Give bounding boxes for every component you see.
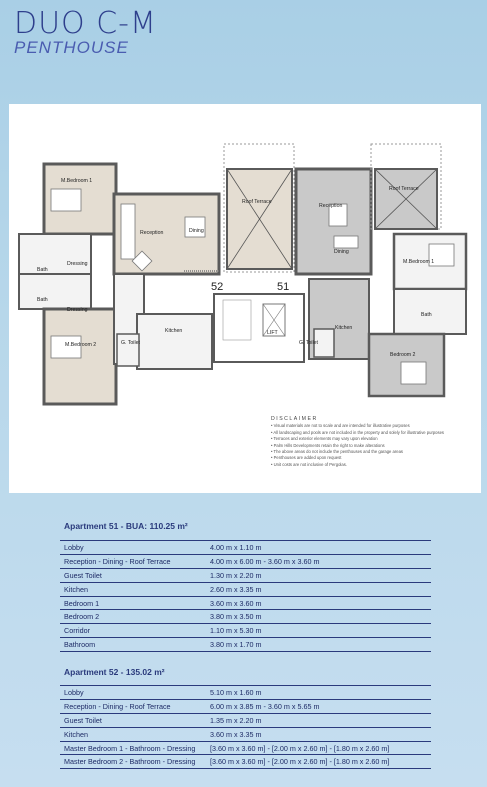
room-size: 4.00 m x 6.00 m - 3.60 m x 3.60 m xyxy=(210,556,320,566)
room-name: Guest Toilet xyxy=(64,715,102,725)
room-name: Kitchen xyxy=(64,729,88,739)
disclaimer-item: • Terraces and exterior elements may vary upon elevation xyxy=(271,436,378,442)
room-name: Lobby xyxy=(64,542,84,552)
room-label: Dining xyxy=(334,249,349,255)
room-label: G. Toilet xyxy=(299,340,318,346)
room-size: 2.60 m x 3.35 m xyxy=(210,584,262,594)
unit-51-area xyxy=(296,144,466,396)
room-size: [3.60 m x 3.60 m] - [2.00 m x 2.60 m] - [1.80 m x 2.60 m] xyxy=(210,757,390,767)
room-name: Master Bedroom 2 - Bathroom - Dressing xyxy=(64,757,196,767)
table-row xyxy=(60,686,431,700)
room-size: [3.60 m x 3.60 m] - [2.00 m x 2.60 m] - [1.80 m x 2.60 m] xyxy=(210,743,390,753)
room-name: Reception - Dining - Roof Terrace xyxy=(64,701,171,711)
room-size: 3.60 m x 3.35 m xyxy=(210,729,262,739)
table-row xyxy=(60,700,431,714)
room-label: Bath xyxy=(37,267,48,273)
stair-core xyxy=(214,294,304,362)
apartment-51-heading: Apartment 51 - BUA: 110.25 m² xyxy=(64,521,188,531)
unit-51-label: 51 xyxy=(277,281,290,293)
table-row xyxy=(60,714,431,728)
room-label: LIFT xyxy=(267,330,278,336)
room-size: 3.60 m x 3.60 m xyxy=(210,598,262,608)
table-row xyxy=(60,541,431,555)
table-row xyxy=(60,597,431,611)
room-size: 5.10 m x 1.60 m xyxy=(210,687,262,697)
room-name: Bedroom 1 xyxy=(64,598,100,608)
room-label: Roof Terrace xyxy=(242,199,272,205)
room-name: Corridor xyxy=(64,626,90,636)
room-label: Kitchen xyxy=(335,325,353,331)
room-size: 1.30 m x 2.20 m xyxy=(210,570,262,580)
roof-terrace-left-area xyxy=(224,144,294,272)
room-name: Bedroom 2 xyxy=(64,612,100,622)
disclaimer-item: • Palm Hills Developments retain the right to make alterations xyxy=(271,442,385,448)
room-size: 1.35 m x 2.20 m xyxy=(210,715,262,725)
unit-52-label: 52 xyxy=(211,281,224,293)
room-label: Dressing xyxy=(67,261,88,267)
table-row xyxy=(60,610,431,624)
page-subtitle: PENTHOUSE xyxy=(14,38,129,57)
floor-plan xyxy=(9,104,481,493)
room-label: Bedroom 2 xyxy=(390,352,416,358)
apartment-51-table xyxy=(60,540,431,652)
room-size: 3.80 m x 3.50 m xyxy=(210,612,262,622)
disclaimer xyxy=(271,416,476,468)
room-label: Reception xyxy=(319,203,343,209)
table-row xyxy=(60,569,431,583)
apartment-52-table xyxy=(60,685,431,769)
room-name: Bathroom xyxy=(64,640,96,650)
disclaimer-item: • Penthouses are added upon request xyxy=(271,455,342,461)
disclaimer-item: • Visual materials are not to scale and are intended for illustrative purposes xyxy=(271,423,410,429)
room-name: Master Bedroom 1 - Bathroom - Dressing xyxy=(64,743,196,753)
table-row xyxy=(60,624,431,638)
room-label: M.Bedroom 1 xyxy=(61,178,93,184)
table-row xyxy=(60,728,431,742)
room-size: 1.10 m x 5.30 m xyxy=(210,626,262,636)
disclaimer-item: • All landscaping and pools are not included in the property and solely for illustrative purposes xyxy=(271,429,445,435)
table-row xyxy=(60,742,431,756)
room-label: Roof Terrace xyxy=(389,186,419,192)
room-size: 3.80 m x 1.70 m xyxy=(210,640,262,650)
disclaimer-item: • Unit costs are not inclusive of Pergolas. xyxy=(271,461,347,467)
unit-52-area xyxy=(19,164,219,404)
room-label: Kitchen xyxy=(165,328,183,334)
room-label: Bath xyxy=(421,312,432,318)
table-row xyxy=(60,755,431,769)
disclaimer-heading: DISCLAIMER xyxy=(271,416,318,422)
room-label: M.Bedroom 2 xyxy=(65,342,97,348)
room-name: Lobby xyxy=(64,687,84,697)
page-title: DUO C-M xyxy=(14,6,157,41)
room-label: Dressing xyxy=(67,307,88,313)
apartment-52-heading: Apartment 52 - 135.02 m² xyxy=(64,667,165,677)
table-row xyxy=(60,583,431,597)
table-row xyxy=(60,638,431,652)
room-label: Reception xyxy=(140,230,164,236)
room-size: 4.00 m x 1.10 m xyxy=(210,542,262,552)
room-size: 6.00 m x 3.85 m - 3.60 m x 5.65 m xyxy=(210,701,320,711)
disclaimer-item: • The above areas do not include the penthouses and the garage areas xyxy=(271,449,403,455)
table-row xyxy=(60,555,431,569)
room-label: Dining xyxy=(189,228,204,234)
room-name: Guest Toilet xyxy=(64,570,102,580)
room-name: Reception - Dining - Roof Terrace xyxy=(64,556,171,566)
room-label: M.Bedroom 1 xyxy=(403,259,435,265)
room-label: G. Toilet xyxy=(121,340,140,346)
room-name: Kitchen xyxy=(64,584,88,594)
room-label: Bath xyxy=(37,297,48,303)
